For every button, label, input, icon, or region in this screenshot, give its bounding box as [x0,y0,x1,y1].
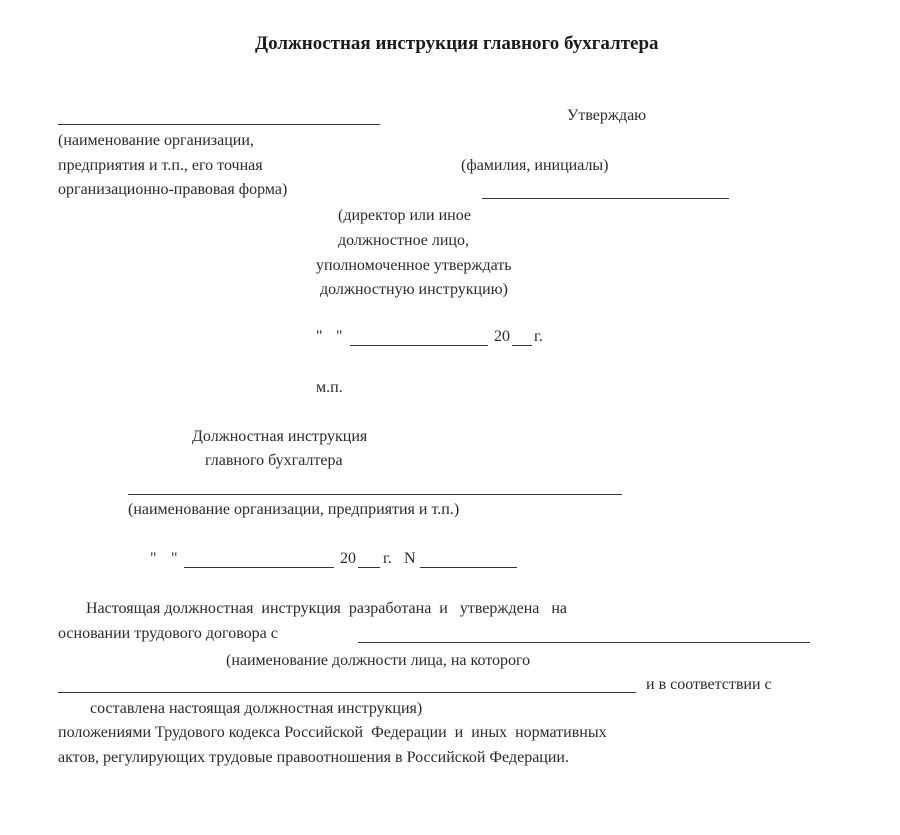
employer-line [358,642,810,643]
org-full-name-line [128,494,622,495]
body-line-3-tail: и в соответствии с [646,676,772,693]
signer-hint-line-3: уполномоченное утверждать [316,257,512,274]
doc-date-open-quote: " [150,550,157,567]
doc-heading-line-1: Должностная инструкция [192,428,368,445]
doc-date-close-quote: " [171,550,178,567]
org-hint-line-1: (наименование организации, [58,132,254,149]
position-hint-2: составлена настоящая должностная инструкция) [90,700,423,717]
name-hint: (фамилия, инициалы) [461,157,609,174]
org-full-name-hint: (наименование организации, предприятия и т.п.) [128,501,460,518]
doc-month-line [184,567,334,568]
stamp-label: м.п. [316,379,343,396]
body-line-1: Настоящая должностная инструкция разработана и утверждена на [86,600,568,617]
doc-year-suffix: г. [383,550,392,567]
doc-year-line [358,567,380,568]
doc-heading-line-2: главного бухгалтера [205,452,343,469]
position-line [58,692,636,693]
position-hint-1: (наименование должности лица, на которого [226,652,531,669]
doc-number-label: N [404,550,416,567]
document-title: Должностная инструкция главного бухгалтера [255,33,659,54]
signer-hint-line-2: должностное лицо, [338,232,469,249]
doc-number-line [420,567,517,568]
org-hint-line-2: предприятия и т.п., его точная [58,157,263,174]
body-line-4: положениями Трудового кодекса Российской Федерации и иных нормативных [58,724,607,741]
approve-year-suffix: г. [534,328,543,345]
body-line-5: актов, регулирующих трудовые правоотношения в Российской Федерации. [58,749,569,766]
approve-date-open-quote: " [316,328,323,345]
signer-name-line [482,198,729,199]
org-name-line [58,124,380,125]
approve-date-close-quote: " [336,328,343,345]
approve-label: Утверждаю [567,107,647,124]
signer-hint-line-1: (директор или иное [338,207,472,224]
body-line-2: основании трудового договора с [58,625,278,642]
org-hint-line-3: организационно-правовая форма) [58,181,288,198]
approve-month-line [350,345,488,346]
doc-year-prefix: 20 [340,550,356,567]
approve-year-prefix: 20 [494,328,510,345]
approve-year-line [512,345,532,346]
signer-hint-line-4: должностную инструкцию) [320,281,508,298]
